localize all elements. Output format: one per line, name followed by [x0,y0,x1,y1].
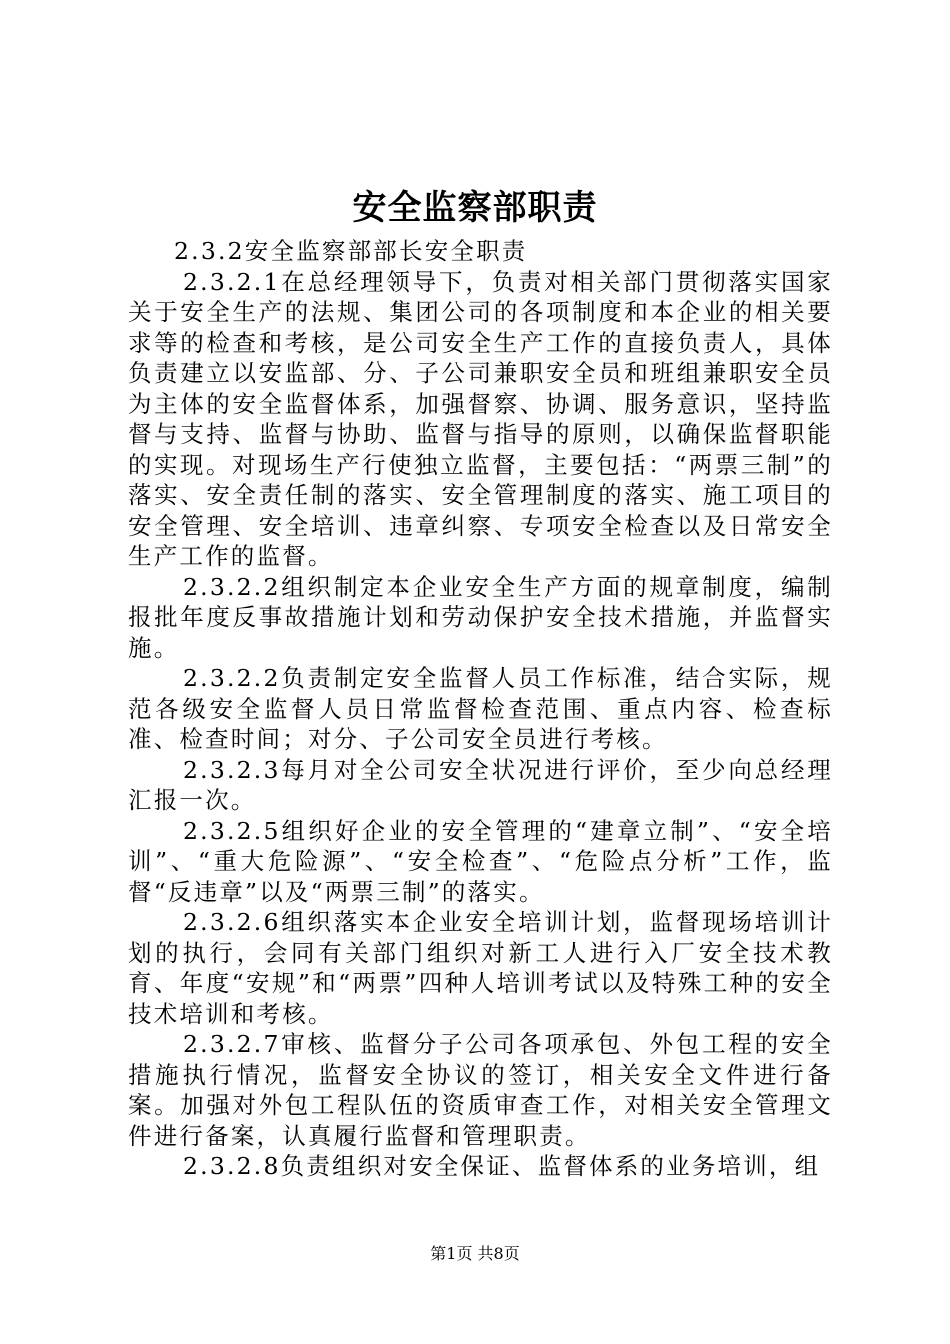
paragraph-2-3-2-2-b: 2.3.2.2负责制定安全监督人员工作标准，结合实际，规范各级安全监督人员日常监督检查范围、重点内容、检查标准、检查时间；对分、子公司安全员进行考核。 [128,664,833,753]
page-number-footer: 第1页 共8页 [430,1244,520,1263]
paragraph-2-3-2-3: 2.3.2.3每月对全公司安全状况进行评价，至少向总经理汇报一次。 [128,755,833,814]
document-body [128,236,833,1182]
paragraph-2-3-2-7: 2.3.2.7审核、监督分子公司各项承包、外包工程的安全措施执行情况，监督安全协议的签订，相关安全文件进行备案。加强对外包工程队伍的资质审查工作，对相关安全管理文件进行备案，认真履行监督和管理职责。 [128,1030,833,1150]
paragraph-2-3-2-5: 2.3.2.5组织好企业的安全管理的“建章立制”、“安全培训”、“重大危险源”、“安全检查”、“危险点分析”工作，监督“反违章”以及“两票三制”的落实。 [128,816,833,906]
section-heading: 2.3.2安全监察部部长安全职责 [174,237,528,265]
paragraph-2-3-2-6: 2.3.2.6组织落实本企业安全培训计划，监督现场培训计划的执行，会同有关部门组织对新工人进行入厂安全技术教育、年度“安规”和“两票”四种人培训考试以及特殊工种的安全技术培训和考核。 [128,908,833,1028]
paragraph-2-3-2-1: 2.3.2.1在总经理领导下，负责对相关部门贯彻落实国家关于安全生产的法规、集团公司的各项制度和本企业的相关要求等的检查和考核，是公司安全生产工作的直接负责人，具体负责建立以安监部、分、子公司兼职安全员和班组兼职安全员为主体的安全监督体系，加强督察、协调、服务意识，坚持监督与支持、监督与协助、监督与指导的原则，以确保监督职能的实现。对现场生产行使独立监督，主要包括：“两票三制”的落实、安全责任制的落实、安全管理制度的落实、施工项目的安全管理、安全培训、违章纠察、专项安全检查以及日常安全生产工作的监督。 [128,267,833,570]
document-title: 安全监察部职责 [352,188,598,228]
paragraph-2-3-2-2-a: 2.3.2.2组织制定本企业安全生产方面的规章制度，编制报批年度反事故措施计划和劳动保护安全技术措施，并监督实施。 [128,572,833,662]
paragraph-2-3-2-8: 2.3.2.8负责组织对安全保证、监督体系的业务培训，组 [183,1152,821,1180]
